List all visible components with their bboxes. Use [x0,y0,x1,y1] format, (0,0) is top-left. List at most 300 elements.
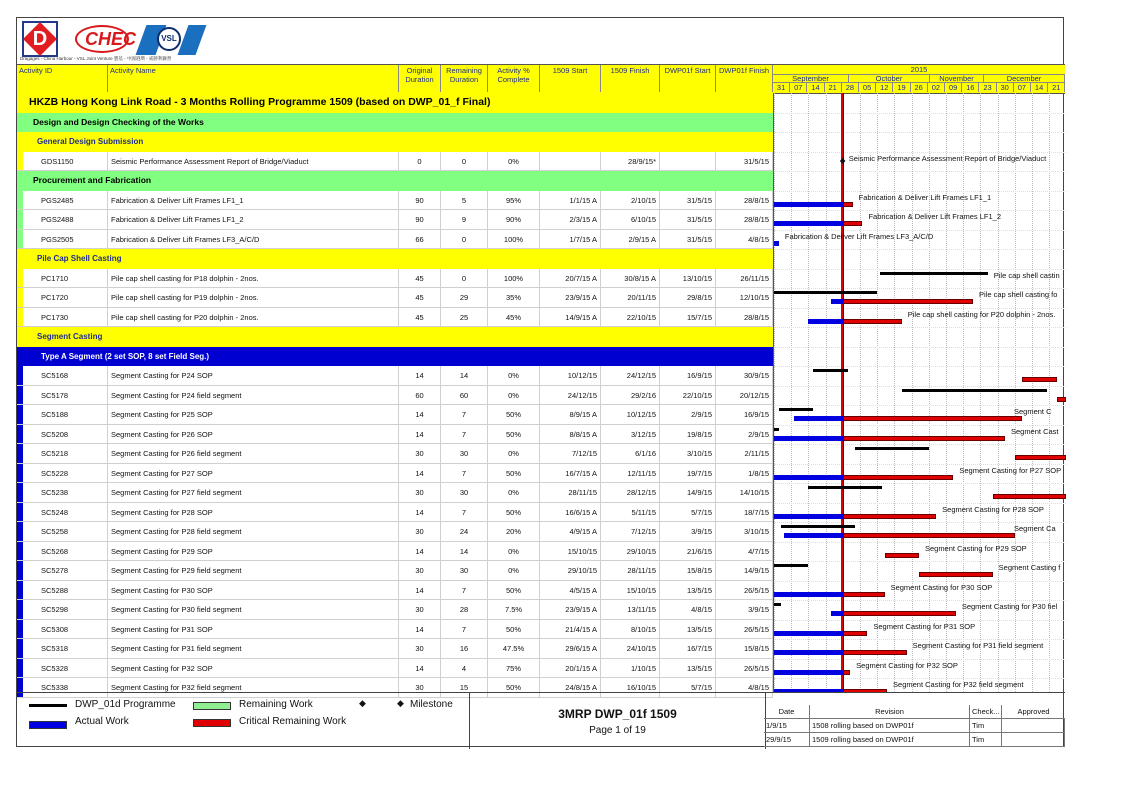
gantt-activity-label: Segment Casting for P30 fiel [961,602,1058,611]
actual-legend-swatch [29,721,67,729]
legend-critical: Critical Remaining Work [239,716,347,727]
cell-start: 8/8/15 A [540,425,601,444]
cell-start: 10/12/15 [540,366,601,385]
timeline-week: 21 [825,83,842,92]
cell-dfinish: 2/11/15 [716,444,773,463]
actual-work-bar[interactable] [831,299,843,304]
cell-id: PGS2488 [17,210,108,229]
cell-dstart: 16/7/15 [660,639,716,658]
cell-id: SC5308 [17,620,108,639]
legend-baseline: DWP_01d Programme [75,699,176,710]
cell-pct: 0% [488,483,540,502]
actual-work-bar[interactable] [774,436,843,441]
actual-work-bar[interactable] [774,650,843,655]
cell-start: 4/5/15 A [540,581,601,600]
critical-remaining-bar[interactable] [1022,377,1056,382]
actual-work-bar[interactable] [808,319,842,324]
cell-finish: 28/12/15 [601,483,660,502]
cell-finish: 3/12/15 [601,425,660,444]
timeline-week: 12 [876,83,893,92]
cell-name: Pile cap shell casting for P18 dolphin - 2nos. [108,269,399,288]
cell-rd: 7 [441,425,488,444]
cell-od: 45 [399,269,441,288]
cell-rd: 60 [441,386,488,405]
cell-name: Segment Casting for P27 field segment [108,483,399,502]
cell-name: Fabrication & Deliver Lift Frames LF3_A/C/D [108,230,399,249]
gantt-activity-label: Segment Casting for P31 field segment [912,641,1044,650]
critical-remaining-bar[interactable] [1057,397,1066,402]
timeline-week: 31 [773,83,790,92]
baseline-bar[interactable] [774,428,779,431]
table-row[interactable] [17,444,773,464]
table-row[interactable] [17,405,773,425]
week-gridline [860,93,861,692]
critical-remaining-bar[interactable] [843,221,863,226]
cell-finish: 22/10/15 [601,308,660,327]
week-gridline [946,93,947,692]
cell-pct: 50% [488,581,540,600]
col-original-duration[interactable]: Original Duration [399,65,441,92]
cell-name: Segment Casting for P24 field segment [108,386,399,405]
cell-name: Segment Casting for P31 SOP [108,620,399,639]
week-gridline [877,93,878,692]
row-gridline [774,327,1066,328]
timeline-week: 19 [893,83,910,92]
cell-rd: 0 [441,152,488,171]
cell-finish: 13/11/15 [601,600,660,619]
wbs-header-wbs2[interactable]: General Design Submission [17,132,773,152]
chec-logo: CHEC [75,21,131,57]
baseline-legend-swatch [29,704,67,707]
row-gridline [774,542,1066,543]
cell-rd: 14 [441,542,488,561]
critical-remaining-bar[interactable] [919,572,993,577]
baseline-bar[interactable] [813,369,847,372]
cell-pct: 0% [488,152,540,171]
table-row[interactable] [17,483,773,503]
rev-col-check: Check... [970,705,1002,718]
cell-name: Segment Casting for P28 field segment [108,522,399,541]
timeline-month: December [984,74,1065,83]
cell-finish: 5/11/15 [601,503,660,522]
col-remaining-duration[interactable]: Remaining Duration [441,65,488,92]
week-gridline [791,93,792,692]
row-gridline [774,132,1066,133]
cell-pct: 0% [488,561,540,580]
baseline-bar[interactable] [902,389,1047,392]
col-1509-finish[interactable]: 1509 Finish [601,65,660,92]
cell-name: Pile cap shell casting for P19 dolphin - 2nos. [108,288,399,307]
page-number: Page 1 of 19 [589,725,646,736]
cell-pct: 20% [488,522,540,541]
critical-remaining-bar[interactable] [843,319,902,324]
cell-od: 30 [399,522,441,541]
table-row[interactable] [17,386,773,406]
milestone-icon[interactable]: ◆ [839,155,846,165]
cell-name: Segment Casting for P25 SOP [108,405,399,424]
cell-od: 14 [399,405,441,424]
cell-start: 28/11/15 [540,483,601,502]
critical-remaining-bar[interactable] [843,202,853,207]
cell-dstart: 5/7/15 [660,503,716,522]
critical-remaining-bar[interactable] [843,631,868,636]
cell-dfinish: 14/10/15 [716,483,773,502]
cell-rd: 16 [441,639,488,658]
cell-pct: 50% [488,678,540,697]
revision-header-row [764,705,1065,719]
cell-dfinish: 28/8/15 [716,191,773,210]
cell-rd: 0 [441,269,488,288]
cell-dstart: 13/5/15 [660,659,716,678]
gantt-activity-label: Segment Casting for P31 SOP [873,621,976,631]
rev-cell-date: 1/9/15 [764,719,810,732]
cell-id: PC1730 [17,308,108,327]
actual-work-bar[interactable] [831,611,843,616]
cell-od: 30 [399,561,441,580]
rev-col-approved: Approved [1017,707,1050,716]
rev-cell-approved [1002,733,1065,746]
table-row[interactable] [17,425,773,445]
table-row[interactable] [17,464,773,484]
cell-dstart: 3/9/15 [660,522,716,541]
row-gridline [774,444,1066,445]
cell-dfinish: 28/8/15 [716,308,773,327]
cell-finish: 28/9/15* [601,152,660,171]
actual-work-bar[interactable] [774,631,843,636]
table-row[interactable] [17,620,773,640]
cell-rd: 7 [441,503,488,522]
project-title-row: HKZB Hong Kong Link Road - 3 Months Rolling Programme 1509 (based on DWP_01_f Final) [17,93,773,113]
critical-remaining-bar[interactable] [843,299,973,304]
baseline-bar[interactable] [779,408,813,411]
cell-dstart: 14/9/15 [660,483,716,502]
gantt-activity-label: Segment C [1014,407,1052,416]
cell-finish: 10/12/15 [601,405,660,424]
cell-start: 23/9/15 A [540,288,601,307]
timeline-week: 05 [859,83,876,92]
cell-rd: 4 [441,659,488,678]
cell-start: 29/6/15 A [540,639,601,658]
cell-dfinish: 26/11/15 [716,269,773,288]
actual-work-bar[interactable] [784,533,843,538]
critical-remaining-bar[interactable] [843,650,907,655]
cell-dfinish: 4/7/15 [716,542,773,561]
cell-rd: 30 [441,561,488,580]
cell-id: SC5318 [17,639,108,658]
cell-rd: 25 [441,308,488,327]
gantt-activity-label: Segment Ca [1014,524,1056,533]
actual-work-bar[interactable] [774,592,843,597]
timeline-week: 09 [945,83,962,92]
gantt-activity-label: Segment Casting for P32 SOP [856,660,958,670]
cell-id: SC5238 [17,483,108,502]
rev-cell-revision: 1508 rolling based on DWP01f [810,719,970,732]
cell-dfinish: 16/9/15 [716,405,773,424]
col-activity-id[interactable]: Activity ID [17,65,108,92]
table-row[interactable] [17,581,773,601]
cell-od: 14 [399,464,441,483]
critical-legend-swatch [193,719,231,727]
cell-dfinish: 4/8/15 [716,230,773,249]
cell-start: 4/9/15 A [540,522,601,541]
cell-start: 1/1/15 A [540,191,601,210]
cell-id: SC5278 [17,561,108,580]
gantt-activity-label: Segment Casting for P32 field segment [893,680,1024,689]
row-gridline [774,405,1066,406]
legend-actual: Actual Work [75,716,129,727]
table-row[interactable] [17,522,773,542]
cell-dfinish: 14/9/15 [716,561,773,580]
data-date-line [843,93,844,692]
col-percent-complete[interactable]: Activity % Complete [488,65,540,92]
table-row[interactable] [17,366,773,386]
cell-finish: 29/10/15 [601,542,660,561]
cell-dfinish: 26/5/15 [716,581,773,600]
cell-od: 0 [399,152,441,171]
timeline-week: 14 [1031,83,1048,92]
cell-pct: 95% [488,191,540,210]
gantt-activity-label: Segment Casting for P29 SOP [924,543,1027,553]
cell-od: 14 [399,581,441,600]
cell-dfinish: 12/10/15 [716,288,773,307]
cell-name: Segment Casting for P30 SOP [108,581,399,600]
critical-remaining-bar[interactable] [843,611,956,616]
rev-cell-approved [1002,719,1065,732]
gantt-activity-label: Fabrication & Deliver Lift Frames LF1_2 [868,212,1002,221]
actual-work-bar[interactable] [774,202,843,207]
week-gridline [912,93,913,692]
cell-dstart: 22/10/15 [660,386,716,405]
cell-dstart: 29/8/15 [660,288,716,307]
cell-pct: 50% [488,425,540,444]
cell-dstart: 19/8/15 [660,425,716,444]
row-gridline [774,464,1066,465]
col-1509-start[interactable]: 1509 Start [540,65,601,92]
timeline-week: 21 [1048,83,1065,92]
wbs-header-wbs3[interactable]: Type A Segment (2 set SOP, 8 set Field Seg.) [17,347,773,367]
cell-id: SC5268 [17,542,108,561]
cell-dfinish: 18/7/15 [716,503,773,522]
table-row[interactable] [17,191,773,211]
gantt-activity-label: Fabrication & Deliver Lift Frames LF3_A/C/D [784,231,934,241]
cell-start [540,152,601,171]
cell-dfinish: 1/8/15 [716,464,773,483]
cell-od: 30 [399,639,441,658]
cell-dfinish: 26/5/15 [716,659,773,678]
table-row[interactable] [17,600,773,620]
table-row[interactable] [17,308,773,328]
cell-od: 14 [399,366,441,385]
critical-remaining-bar[interactable] [885,553,919,558]
row-gridline [774,561,1066,562]
cell-od: 30 [399,678,441,697]
row-gridline [774,483,1066,484]
row-gridline [774,347,1066,348]
table-row[interactable] [17,561,773,581]
critical-remaining-bar[interactable] [843,475,954,480]
cell-start: 16/7/15 A [540,464,601,483]
cell-pct: 90% [488,210,540,229]
table-row[interactable] [17,152,773,172]
cell-id: SC5208 [17,425,108,444]
wbs-header-wbs2[interactable]: Pile Cap Shell Casting [17,249,773,269]
cell-dfinish: 4/8/15 [716,678,773,697]
cell-rd: 30 [441,444,488,463]
baseline-bar[interactable] [880,272,988,275]
table-row[interactable] [17,503,773,523]
timeline-week: 23 [979,83,996,92]
table-row[interactable] [17,269,773,289]
critical-remaining-bar[interactable] [843,436,1005,441]
cell-rd: 9 [441,210,488,229]
rev-cell-check: Tim [970,719,1002,732]
gantt-activity-label: Pile cap shell casting fo [979,290,1058,299]
cell-pct: 0% [488,444,540,463]
cell-pct: 100% [488,269,540,288]
cell-od: 14 [399,542,441,561]
baseline-bar[interactable] [781,525,855,528]
baseline-bar[interactable] [774,291,877,294]
cell-rd: 7 [441,620,488,639]
actual-work-bar[interactable] [774,221,843,226]
col-activity-name[interactable]: Activity Name [108,65,399,92]
column-header-band [17,64,1065,94]
cell-dstart [660,152,716,171]
cell-rd: 0 [441,230,488,249]
week-gridline [929,93,930,692]
timeline-week: 28 [842,83,859,92]
cell-name: Segment Casting for P31 field segment [108,639,399,658]
row-gridline [774,366,1066,367]
timeline-header [773,65,1065,92]
vsl-logo: VSL [137,21,205,57]
gantt-activity-label: Segment Casting for P28 SOP [942,504,1044,514]
wbs-header-wbs2[interactable]: Segment Casting [17,327,773,347]
cell-dfinish: 28/8/15 [716,210,773,229]
cell-start: 8/9/15 A [540,405,601,424]
gantt-activity-label: Segment Casting for P27 SOP [959,465,1062,475]
legend-milestone: Milestone [410,699,453,710]
table-row[interactable] [17,542,773,562]
gantt-activity-label: Seismic Performance Assessment Report of Bridge/Viaduct [848,153,1047,163]
baseline-bar[interactable] [774,603,781,606]
cell-rd: 7 [441,405,488,424]
cell-pct: 75% [488,659,540,678]
baseline-bar[interactable] [855,447,929,450]
cell-od: 14 [399,659,441,678]
baseline-bar[interactable] [808,486,882,489]
cell-od: 14 [399,503,441,522]
actual-work-bar[interactable] [794,416,843,421]
cell-dstart: 15/7/15 [660,308,716,327]
cell-dstart: 5/7/15 [660,678,716,697]
cell-name: Segment Casting for P26 field segment [108,444,399,463]
table-row[interactable] [17,210,773,230]
cell-dstart: 16/9/15 [660,366,716,385]
cell-id: PGS2485 [17,191,108,210]
cell-finish: 29/2/16 [601,386,660,405]
critical-remaining-bar[interactable] [843,533,1015,538]
actual-work-bar[interactable] [774,241,779,246]
critical-remaining-bar[interactable] [993,494,1066,499]
cell-dfinish: 20/12/15 [716,386,773,405]
rev-col-date: Date [764,705,810,718]
cell-finish: 30/8/15 A [601,269,660,288]
table-row[interactable] [17,288,773,308]
cell-pct: 7.5% [488,600,540,619]
baseline-bar[interactable] [774,564,808,567]
cell-od: 90 [399,210,441,229]
cell-dstart: 2/9/15 [660,405,716,424]
critical-remaining-bar[interactable] [843,592,885,597]
cell-finish: 7/12/15 [601,522,660,541]
table-row[interactable] [17,639,773,659]
cell-rd: 24 [441,522,488,541]
row-gridline [774,659,1066,660]
cell-od: 14 [399,425,441,444]
cell-od: 30 [399,600,441,619]
cell-name: Seismic Performance Assessment Report of Bridge/Viaduct [108,152,399,171]
table-row[interactable] [17,230,773,250]
cell-dfinish: 31/5/15 [716,152,773,171]
gantt-activity-label: Segment Cast [1010,426,1059,436]
wbs-header-wbs1[interactable]: Design and Design Checking of the Works [17,113,773,133]
actual-work-bar[interactable] [774,670,843,675]
col-dwp01f-start[interactable]: DWP01f Start [660,65,716,92]
timeline-week: 07 [790,83,807,92]
cell-rd: 5 [441,191,488,210]
cell-od: 60 [399,386,441,405]
footer [17,692,1065,749]
gantt-activity-label: Segment Casting f [998,563,1061,572]
cell-pct: 100% [488,230,540,249]
table-row[interactable] [17,659,773,679]
title-block [469,693,766,749]
timeline-month: September [773,74,849,83]
row-gridline [774,269,1066,270]
cell-id: PC1710 [17,269,108,288]
cell-name: Segment Casting for P24 SOP [108,366,399,385]
critical-remaining-bar[interactable] [843,514,936,519]
actual-work-bar[interactable] [774,475,843,480]
cell-finish: 1/10/15 [601,659,660,678]
row-gridline [774,678,1066,679]
cell-dfinish: 26/5/15 [716,620,773,639]
cell-start: 29/10/15 [540,561,601,580]
critical-remaining-bar[interactable] [1015,455,1066,460]
cell-dstart: 4/8/15 [660,600,716,619]
cell-pct: 35% [488,288,540,307]
dragages-logo: D [22,21,58,57]
actual-work-bar[interactable] [774,514,843,519]
critical-remaining-bar[interactable] [843,670,850,675]
wbs-header-wbs1[interactable]: Procurement and Fabrication [17,171,773,191]
cell-finish: 24/10/15 [601,639,660,658]
cell-od: 90 [399,191,441,210]
gantt-activity-label: Pile cap shell castin [993,270,1060,280]
col-dwp01f-finish[interactable]: DWP01f Finish [716,65,773,92]
cell-id: SC5338 [17,678,108,697]
cell-name: Segment Casting for P26 SOP [108,425,399,444]
cell-start: 23/9/15 A [540,600,601,619]
cell-rd: 7 [441,581,488,600]
cell-id: SC5188 [17,405,108,424]
cell-id: PC1720 [17,288,108,307]
cell-finish: 16/10/15 [601,678,660,697]
cell-rd: 14 [441,366,488,385]
row-gridline [774,522,1066,523]
critical-remaining-bar[interactable] [843,416,1022,421]
